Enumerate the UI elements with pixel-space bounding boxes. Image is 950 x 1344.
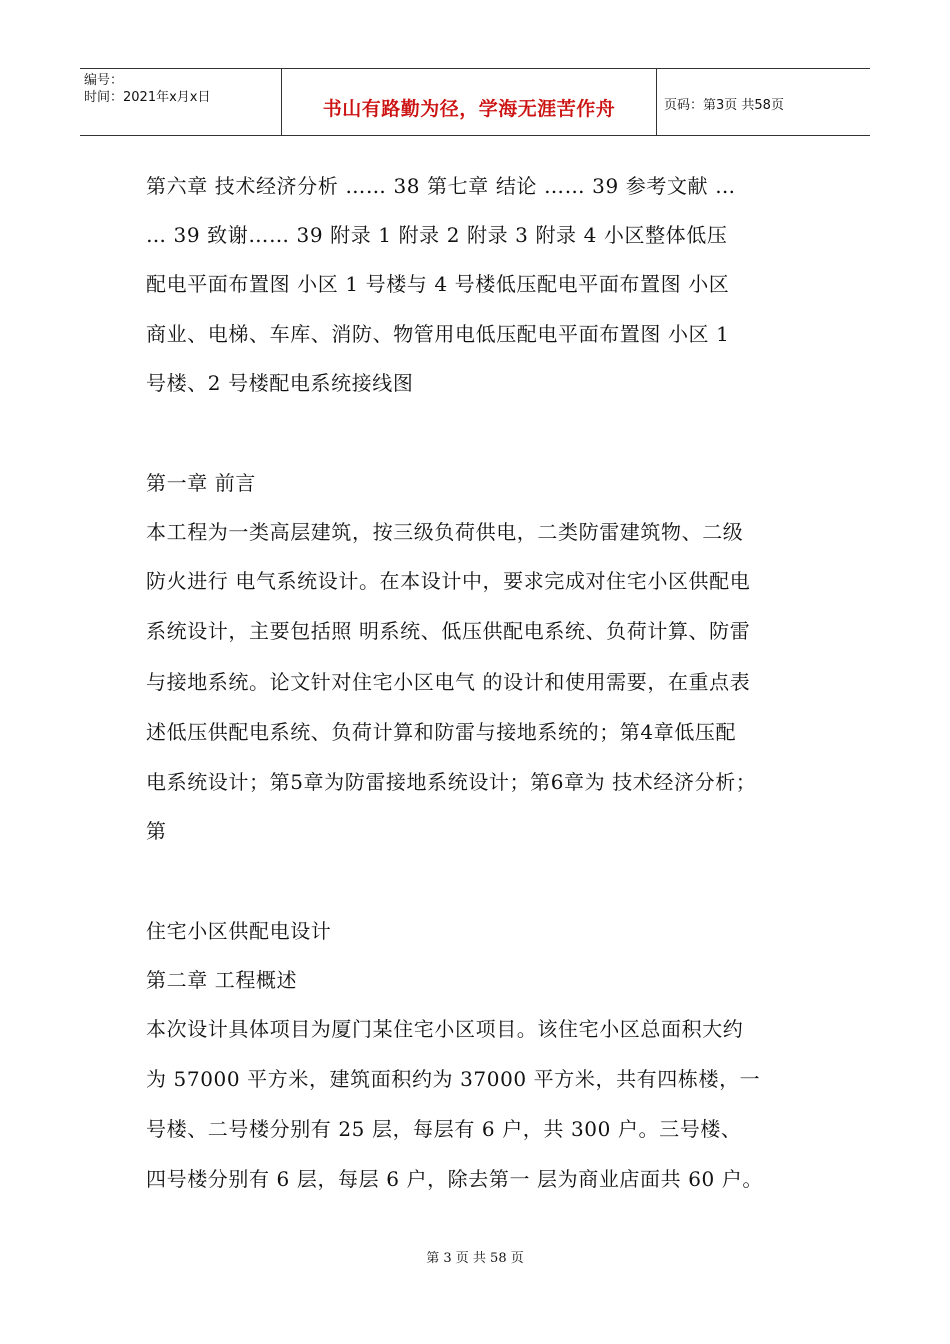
header-meta [80, 69, 282, 135]
page-header [80, 68, 870, 136]
header-page-cell [657, 69, 870, 135]
document-number-label: 编号： [84, 73, 124, 88]
toc-line-2: … 39 致谢…… 39 附录 1 附录 2 附录 3 附录 4 小区整体低压 [146, 223, 728, 247]
paragraph-line: 防火进行 电气系统设计。在本设计中，要求完成对住宅小区供配电 [146, 569, 751, 593]
chapter-1-heading: 第一章 前言 [146, 471, 256, 495]
toc-line-4: 商业、电梯、车库、消防、物管用电低压配电平面布置图 小区 1 [146, 322, 730, 346]
paragraph-line: 号楼、二号楼分别有 25 层，每层有 6 户，共 300 户。三号楼、 [146, 1117, 742, 1141]
paragraph-line: 四号楼分别有 6 层，每层 6 户，除去第一 层为商业店面共 60 户。 [146, 1167, 763, 1191]
document-time-label: 时间：2021年x月x日 [84, 90, 211, 105]
paragraph-line: 电系统设计；第5章为防雷接地系统设计；第6章为 技术经济分析； [146, 770, 757, 794]
paragraph-line: 与接地系统。论文针对住宅小区电气 的设计和使用需要，在重点表 [146, 670, 751, 694]
paragraph-line: 第 [146, 819, 167, 843]
header-page-label: 页码：第3页 共58页 [664, 98, 784, 113]
toc-line-3: 配电平面布置图 小区 1 号楼与 4 号楼低压配电平面布置图 小区 [146, 272, 730, 296]
chapter-2-heading: 第二章 工程概述 [146, 968, 298, 992]
paragraph-line: 述低压供配电系统、负荷计算和防雷与接地系统的；第4章低压配 [146, 720, 737, 744]
toc-line-5: 号楼、2 号楼配电系统接线图 [146, 371, 414, 395]
paragraph-line: 为 57000 平方米，建筑面积约为 37000 平方米，共有四栋楼，一 [146, 1067, 761, 1091]
paragraph-line: 本工程为一类高层建筑，按三级负荷供电，二类防雷建筑物、二级 [146, 520, 744, 544]
header-motto-cell [282, 69, 657, 135]
page-footer: 第 3 页 共 58 页 [426, 1251, 524, 1266]
toc-line-1: 第六章 技术经济分析 …… 38 第七章 结论 …… 39 参考文献 … [146, 174, 736, 198]
paragraph-line: 本次设计具体项目为厦门某住宅小区项目。该住宅小区总面积大约 [146, 1017, 744, 1041]
paragraph-line: 系统设计，主要包括照 明系统、低压供配电系统、负荷计算、防雷 [146, 619, 751, 643]
header-motto: 书山有路勤为径，学海无涯苦作舟 [322, 98, 616, 120]
section-title: 住宅小区供配电设计 [146, 919, 332, 943]
